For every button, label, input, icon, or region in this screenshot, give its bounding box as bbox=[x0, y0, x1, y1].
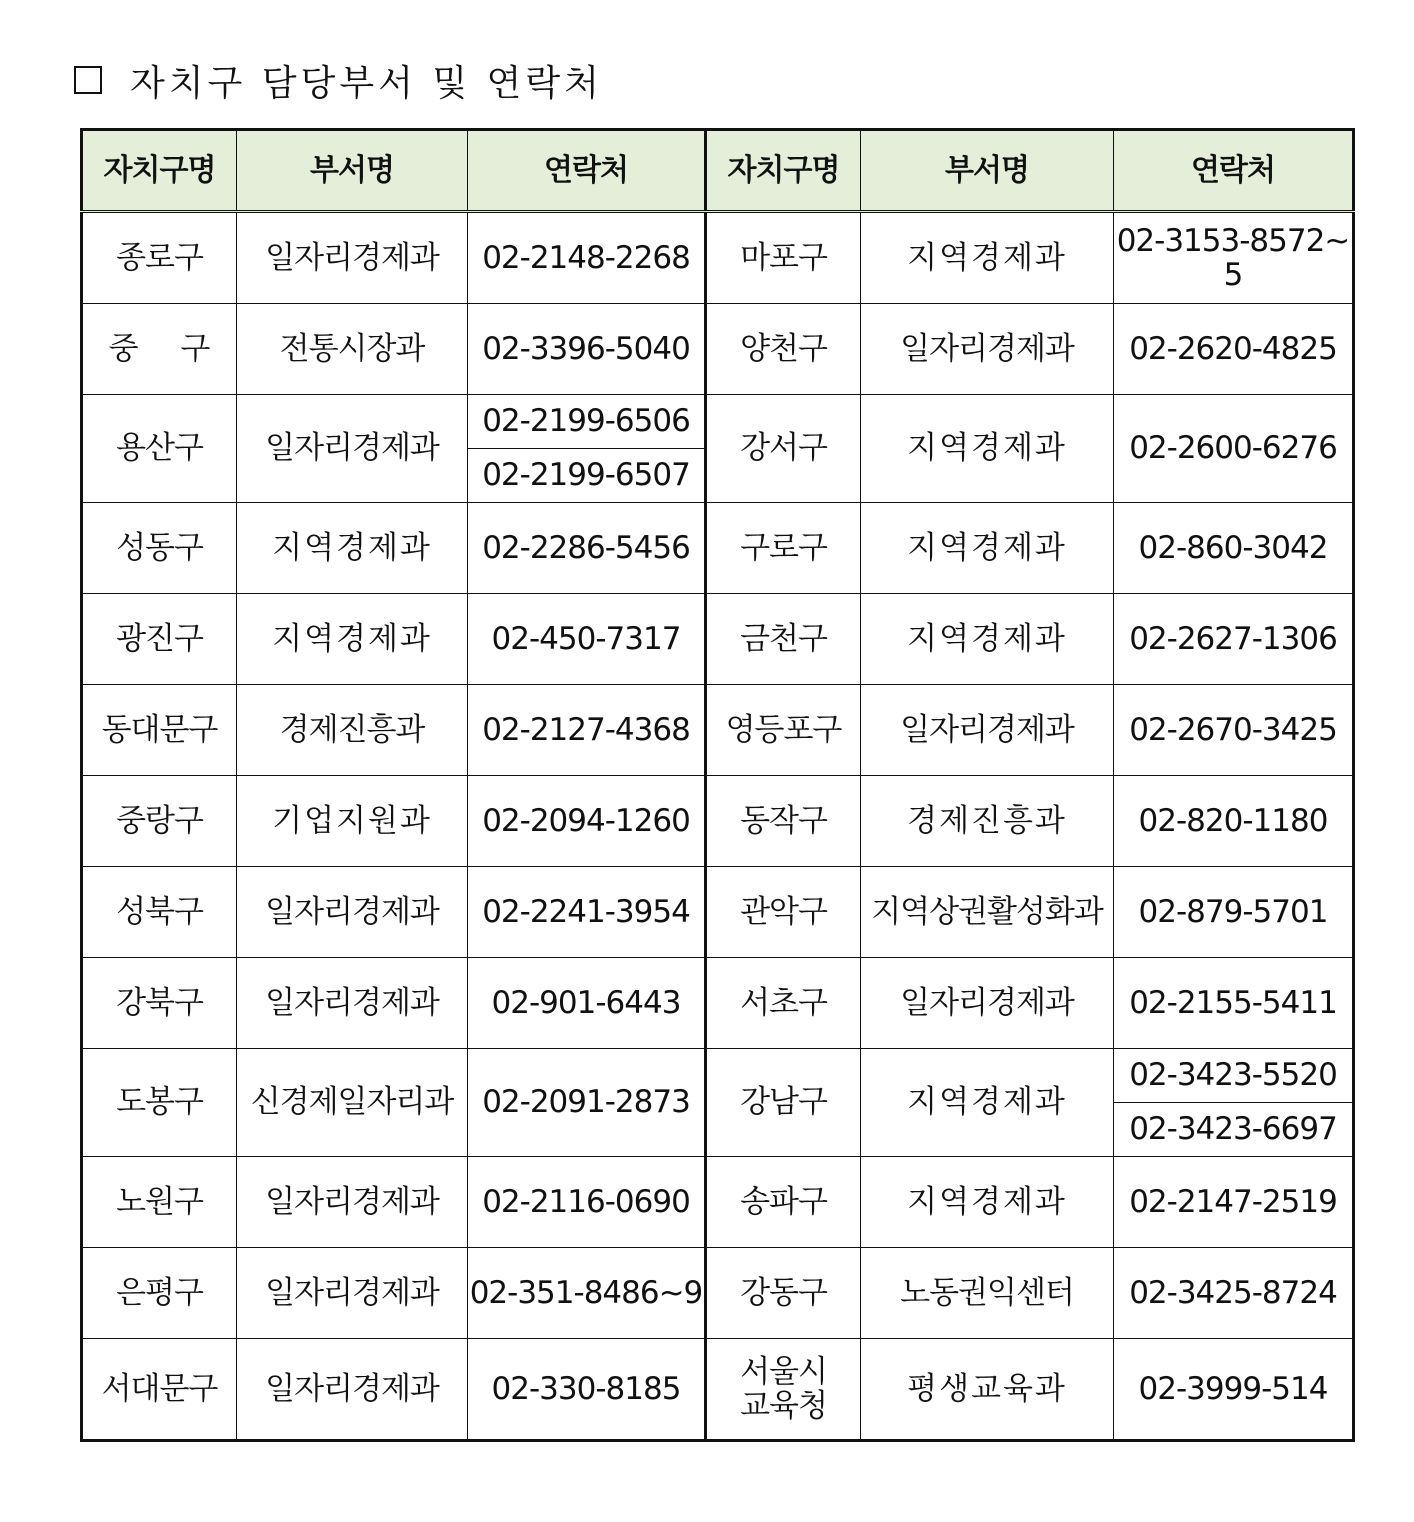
department-cell: 일자리경제과 bbox=[237, 212, 468, 304]
phone-cell: 02-2116-0690 bbox=[468, 1157, 706, 1248]
phone-cell bbox=[1114, 212, 1354, 304]
department-cell: 노동권익센터 bbox=[861, 1248, 1114, 1339]
header-department: 부서명 bbox=[237, 130, 468, 212]
phone-cell: 02-901-6443 bbox=[468, 958, 706, 1049]
table-row bbox=[82, 1339, 1354, 1441]
district-cell: 강동구 bbox=[706, 1248, 861, 1339]
district-cell: 양천구 bbox=[706, 304, 861, 395]
phone-cell: 02-2627-1306 bbox=[1114, 594, 1354, 685]
district-cell: 마포구 bbox=[706, 212, 861, 304]
phone-cell: 02-2286-5456 bbox=[468, 503, 706, 594]
phone-line: 02-3153-8572~ bbox=[1116, 222, 1350, 259]
department-cell: 지역상권활성화과 bbox=[861, 867, 1114, 958]
department-cell: 평생교육과 bbox=[861, 1339, 1114, 1441]
table-row bbox=[82, 1049, 1354, 1103]
district-cell: 중랑구 bbox=[82, 776, 237, 867]
district-cell: 서대문구 bbox=[82, 1339, 237, 1441]
department-cell: 지역경제과 bbox=[861, 503, 1114, 594]
department-cell: 일자리경제과 bbox=[237, 1339, 468, 1441]
district-cell: 용산구 bbox=[82, 395, 237, 503]
phone-cell: 02-2199-6506 bbox=[468, 395, 706, 449]
district-cell: 송파구 bbox=[706, 1157, 861, 1248]
district-cell: 구로구 bbox=[706, 503, 861, 594]
phone-cell: 02-2148-2268 bbox=[468, 212, 706, 304]
header-contact: 연락처 bbox=[468, 130, 706, 212]
table-row bbox=[82, 1157, 1354, 1248]
department-cell: 지역경제과 bbox=[237, 594, 468, 685]
district-cell: 종로구 bbox=[82, 212, 237, 304]
district-line: 서울시 bbox=[740, 1353, 827, 1390]
department-cell: 지역경제과 bbox=[861, 395, 1114, 503]
district-cell: 서초구 bbox=[706, 958, 861, 1049]
phone-cell: 02-2094-1260 bbox=[468, 776, 706, 867]
phone-cell: 02-2620-4825 bbox=[1114, 304, 1354, 395]
district-cell: 동작구 bbox=[706, 776, 861, 867]
department-cell: 일자리경제과 bbox=[861, 685, 1114, 776]
title-text: 자치구 담당부서 및 연락처 bbox=[130, 62, 603, 104]
table-row bbox=[82, 304, 1354, 395]
department-cell: 일자리경제과 bbox=[237, 395, 468, 503]
phone-cell: 02-351-8486~9 bbox=[468, 1248, 706, 1339]
district-cell: 동대문구 bbox=[82, 685, 237, 776]
phone-cell: 02-2199-6507 bbox=[468, 449, 706, 503]
district-cell: 영등포구 bbox=[706, 685, 861, 776]
phone-cell: 02-450-7317 bbox=[468, 594, 706, 685]
header-row bbox=[82, 130, 1354, 212]
phone-cell: 02-820-1180 bbox=[1114, 776, 1354, 867]
department-cell: 일자리경제과 bbox=[861, 958, 1114, 1049]
district-cell bbox=[706, 1339, 861, 1441]
phone-cell: 02-3396-5040 bbox=[468, 304, 706, 395]
district-cell: 관악구 bbox=[706, 867, 861, 958]
department-cell: 지역경제과 bbox=[861, 1157, 1114, 1248]
district-cell: 노원구 bbox=[82, 1157, 237, 1248]
district-cell: 금천구 bbox=[706, 594, 861, 685]
department-cell: 일자리경제과 bbox=[237, 1248, 468, 1339]
header-contact: 연락처 bbox=[1114, 130, 1354, 212]
district-cell: 강남구 bbox=[706, 1049, 861, 1157]
district-cell: 강서구 bbox=[706, 395, 861, 503]
table-row bbox=[82, 867, 1354, 958]
department-cell: 경제진흥과 bbox=[237, 685, 468, 776]
phone-cell: 02-2147-2519 bbox=[1114, 1157, 1354, 1248]
checkbox-square-icon bbox=[74, 66, 102, 94]
phone-cell: 02-2670-3425 bbox=[1114, 685, 1354, 776]
table-row bbox=[82, 212, 1354, 304]
header-district: 자치구명 bbox=[82, 130, 237, 212]
district-cell: 중 구 bbox=[82, 304, 237, 395]
department-cell: 지역경제과 bbox=[861, 212, 1114, 304]
district-cell: 성동구 bbox=[82, 503, 237, 594]
department-cell: 일자리경제과 bbox=[237, 958, 468, 1049]
district-line: 교육청 bbox=[740, 1388, 827, 1424]
phone-cell: 02-2155-5411 bbox=[1114, 958, 1354, 1049]
phone-line: 5 bbox=[1223, 257, 1243, 293]
phone-cell: 02-3425-8724 bbox=[1114, 1248, 1354, 1339]
phone-cell: 02-2091-2873 bbox=[468, 1049, 706, 1157]
phone-cell: 02-2241-3954 bbox=[468, 867, 706, 958]
district-cell: 은평구 bbox=[82, 1248, 237, 1339]
district-cell: 광진구 bbox=[82, 594, 237, 685]
department-cell: 일자리경제과 bbox=[861, 304, 1114, 395]
phone-cell: 02-330-8185 bbox=[468, 1339, 706, 1441]
phone-cell: 02-860-3042 bbox=[1114, 503, 1354, 594]
phone-cell: 02-3423-5520 bbox=[1114, 1049, 1354, 1103]
header-department: 부서명 bbox=[861, 130, 1114, 212]
department-cell: 전통시장과 bbox=[237, 304, 468, 395]
district-cell: 도봉구 bbox=[82, 1049, 237, 1157]
header-district: 자치구명 bbox=[706, 130, 861, 212]
department-cell: 일자리경제과 bbox=[237, 1157, 468, 1248]
table-row bbox=[82, 395, 1354, 449]
department-cell: 지역경제과 bbox=[861, 594, 1114, 685]
district-cell: 강북구 bbox=[82, 958, 237, 1049]
department-cell: 경제진흥과 bbox=[861, 776, 1114, 867]
department-cell: 신경제일자리과 bbox=[237, 1049, 468, 1157]
phone-cell: 02-3999-514 bbox=[1114, 1339, 1354, 1441]
phone-cell: 02-2127-4368 bbox=[468, 685, 706, 776]
phone-cell: 02-2600-6276 bbox=[1114, 395, 1354, 503]
document-title bbox=[74, 56, 603, 104]
table-row bbox=[82, 776, 1354, 867]
phone-cell: 02-879-5701 bbox=[1114, 867, 1354, 958]
table-row bbox=[82, 594, 1354, 685]
department-cell: 지역경제과 bbox=[237, 503, 468, 594]
table-row bbox=[82, 685, 1354, 776]
phone-cell: 02-3423-6697 bbox=[1114, 1103, 1354, 1157]
department-cell: 기업지원과 bbox=[237, 776, 468, 867]
table-row bbox=[82, 503, 1354, 594]
table-row bbox=[82, 1248, 1354, 1339]
district-cell: 성북구 bbox=[82, 867, 237, 958]
contact-table bbox=[80, 128, 1355, 1442]
department-cell: 일자리경제과 bbox=[237, 867, 468, 958]
department-cell: 지역경제과 bbox=[861, 1049, 1114, 1157]
table-row bbox=[82, 958, 1354, 1049]
